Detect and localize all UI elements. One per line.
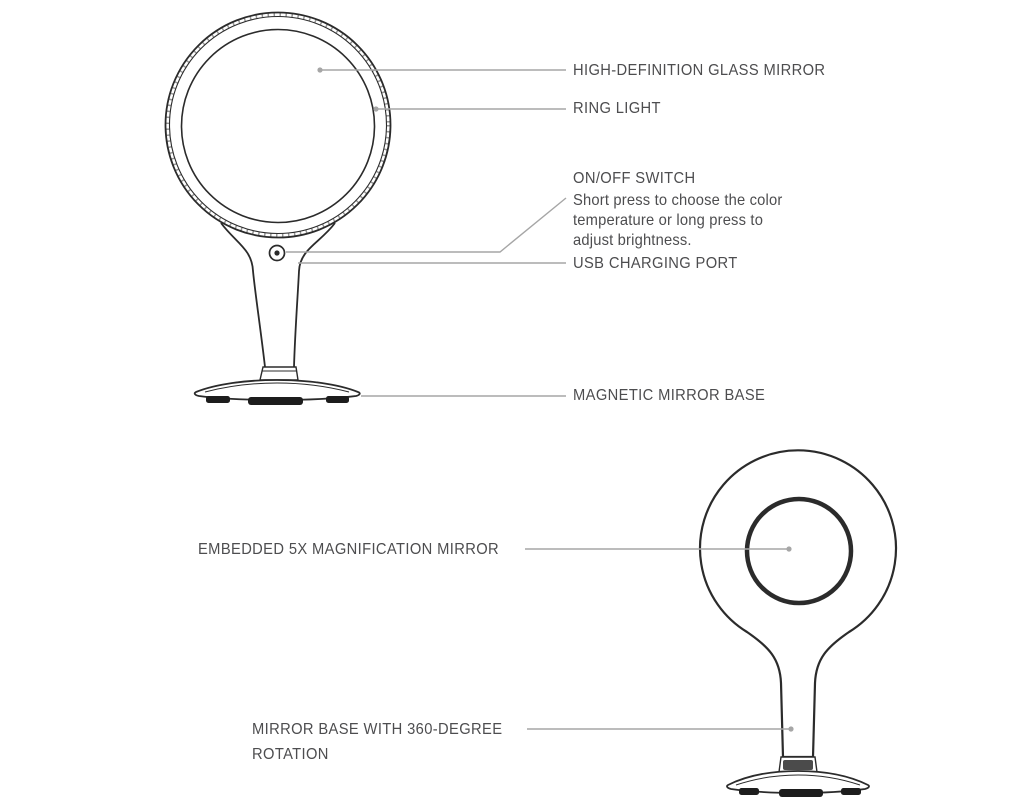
front-base-feet [206, 396, 349, 405]
description-line: temperature or long press to [573, 212, 764, 229]
label-magnetic-base: MAGNETIC MIRROR BASE [573, 387, 766, 404]
label-on-off-switch: ON/OFF SWITCH [573, 170, 696, 187]
rotating-base-dot [788, 726, 793, 731]
label-magnification-mirror: EMBEDDED 5X MAGNIFICATION MIRROR [198, 541, 500, 558]
label-glass-mirror: HIGH-DEFINITION GLASS MIRROR [573, 62, 826, 79]
label-rotating-base-line: ROTATION [252, 746, 329, 763]
front-mirror-rim-hatch [168, 15, 389, 236]
description-line: adjust brightness. [573, 232, 692, 249]
label-ring-light: RING LIGHT [573, 100, 661, 117]
back-base-feet [739, 788, 861, 797]
on-off-switch-button-dot [274, 250, 279, 255]
ring-light-dot [373, 106, 378, 111]
label-rotating-base [252, 717, 502, 767]
magnification-mirror-dot [786, 546, 791, 551]
front-glass-mirror-edge [182, 30, 375, 223]
glass-mirror-dot [317, 67, 322, 72]
handle-left-edge [221, 223, 265, 367]
description-line: Short press to choose the color [573, 192, 783, 209]
label-rotating-base-line: MIRROR BASE WITH 360-DEGREE [252, 721, 503, 738]
handle-collar [260, 367, 298, 380]
back-collar-shade [783, 760, 813, 770]
front-view-illustration [166, 13, 391, 406]
back-view-illustration [700, 450, 896, 797]
front-mirror-rim-inner-line [170, 17, 387, 234]
label-usb-charging-port: USB CHARGING PORT [573, 255, 738, 272]
on-off-switch-description [573, 191, 782, 251]
handle-right-edge [294, 223, 335, 367]
